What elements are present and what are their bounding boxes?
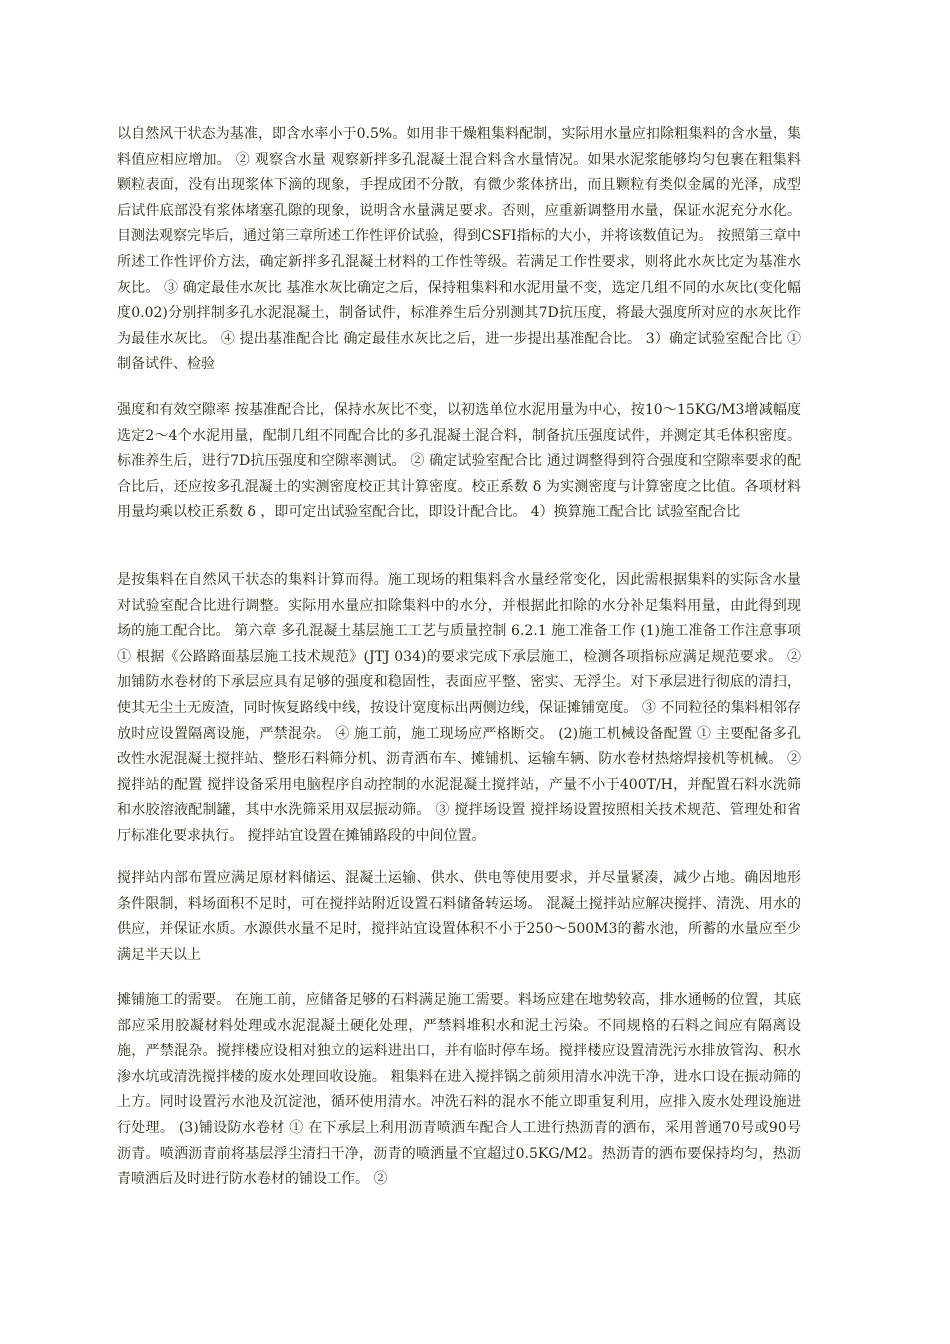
paragraph-mix-design-water-content: 以自然风干状态为基准，即含水率小于0.5%。如用非干燥粗集料配制，实际用水量应扣除粗集料的含水量，集料值应相应增加。 ② 观察含水量 观察新拌多孔混凝土混合料含水量情况。如果水泥浆能够均匀包裹在粗集料颗粒表面，没有出现浆体下滴的现象，手捏成团不分散，有微少浆体挤出，而且颗粒有类似金属的光泽，成型后试件底部没有浆体堵塞孔隙的现象，说明含水量满足要求。否则，应重新调整用水量，保证水泥充分水化。 目测法观察完毕后，通过第三章所述工作性评价试验，得到CSFI指标的大小，并将该数值记为。 按照第三章中所述工作性评价方法，确定新拌多孔混凝土材料的工作性等级。若满足工作性要求，则将此水灰比定为基准水灰比。 ③ 确定最佳水灰比 基准水灰比确定之后，保持粗集料和水泥用量不变，选定几组不同的水灰比(变化幅度0.02)分别拌制多孔水泥混凝土，制备试件，标准养生后分别测其7D抗压度，将最大强度所对应的水灰比作为最佳水灰比。 ④ 提出基准配合比 确定最佳水灰比之后，进一步提出基准配合比。 3）确定试验室配合比 ① 制备试件、检验 — [117, 126, 801, 373]
paragraph-stockpile-and-waterproofing: 摊铺施工的需要。 在施工前，应储备足够的石料满足施工需要。料场应建在地势较高，排水通畅的位置，其底部应采用胶凝材料处理或水泥混凝土硬化处理，严禁料堆积水和泥土污染。不同规格的石料之间应有隔离设施，严禁混杂。搅拌楼应设相对独立的运料进出口，并有临时停车场。搅拌楼应设置清洗污水排放管沟、积水渗水坑或清洗搅拌楼的废水处理回收设施。 粗集料在进入搅拌锅之前须用清水冲洗干净，进水口设在振动筛的上方。同时设置污水池及沉淀池，循环使用清水。冲洗石料的混水不能立即重复利用，应排入废水处理设施进行处理。 (3)铺设防水卷材 ① 在下承层上利用沥青喷洒车配合人工进行热沥青的洒布，采用普通70号或90号沥青。喷洒沥青前将基层浮尘清扫干净，沥青的喷洒量不宜超过0.5KG/M2。热沥青的洒布要保持均匀，热沥青喷洒后及时进行防水卷材的铺设工作。 ② — [117, 992, 801, 1188]
paragraph-lab-mix-proportion: 强度和有效空隙率 按基准配合比，保持水灰比不变，以初选单位水泥用量为中心，按10～15KG/M3增减幅度选定2～4个水泥用量，配制几组不同配合比的多孔混凝土混合料，制备抗压强度试件，并测定其毛体积密度。标准养生后，进行7D抗压强度和空隙率测试。 ② 确定试验室配合比 通过调整得到符合强度和空隙率要求的配合比后，还应按多孔混凝土的实测密度校正其计算密度。校正系数 δ 为实测密度与计算密度之比值。各项材料用量均乘以校正系数 δ ，即可定出试验室配合比，即设计配合比。 4）换算施工配合比 试验室配合比 — [117, 402, 801, 521]
paragraph-construction-preparation: 是按集料在自然风干状态的集料计算而得。施工现场的粗集料含水量经常变化，因此需根据集料的实际含水量对试验室配合比进行调整。实际用水量应扣除集料中的水分，并根据此扣除的水分补足集料用量，由此得到现场的施工配合比。 第六章 多孔混凝土基层施工工艺与质量控制 6.2.1 施工准备工作 (1)施工准备工作注意事项 ① 根据《公路路面基层施工技术规范》(JTJ 034)的要求完成下承层施工，检测各项指标应满足规范要求。 ② 加铺防水卷材的下承层应具有足够的强度和稳固性，表面应平整、密实、无浮尘。对下承层进行彻底的清扫，使其无尘土无废渣，同时恢复路线中线，按设计宽度标出两侧边线，保证摊铺宽度。 ③ 不同粒径的集料相邻存放时应设置隔离设施，严禁混杂。 ④ 施工前，施工现场应严格断交。 (2)施工机械设备配置 ① 主要配备多孔改性水泥混凝土搅拌站、整形石料筛分机、沥青洒布车、摊铺机、运输车辆、防水卷材热熔焊接机等机械。 ② 搅拌站的配置 搅拌设备采用电脑程序自动控制的水泥混凝土搅拌站，产量不小于400T/H，并配置石料水洗筛和水胶溶液配制罐，其中水洗筛采用双层振动筛。 ③ 搅拌场设置 搅拌场设置按照相关技术规范、管理处和省厅标准化要求执行。 搅拌站宜设置在摊铺路段的中间位置。 — [117, 572, 801, 844]
paragraph-mixing-station-layout: 搅拌站内部布置应满足原材料储运、混凝土运输、供水、供电等使用要求，并尽量紧凑，减少占地。确因地形条件限制，料场面积不足时，可在搅拌站附近设置石料储备转运场。 混凝土搅拌站应解决搅拌、清洗、用水的供应，并保证水质。水源供水量不足时，搅拌站宜设置体积不小于250～500M3的蓄水池，所蓄的水量应至少满足半天以上 — [117, 870, 801, 963]
